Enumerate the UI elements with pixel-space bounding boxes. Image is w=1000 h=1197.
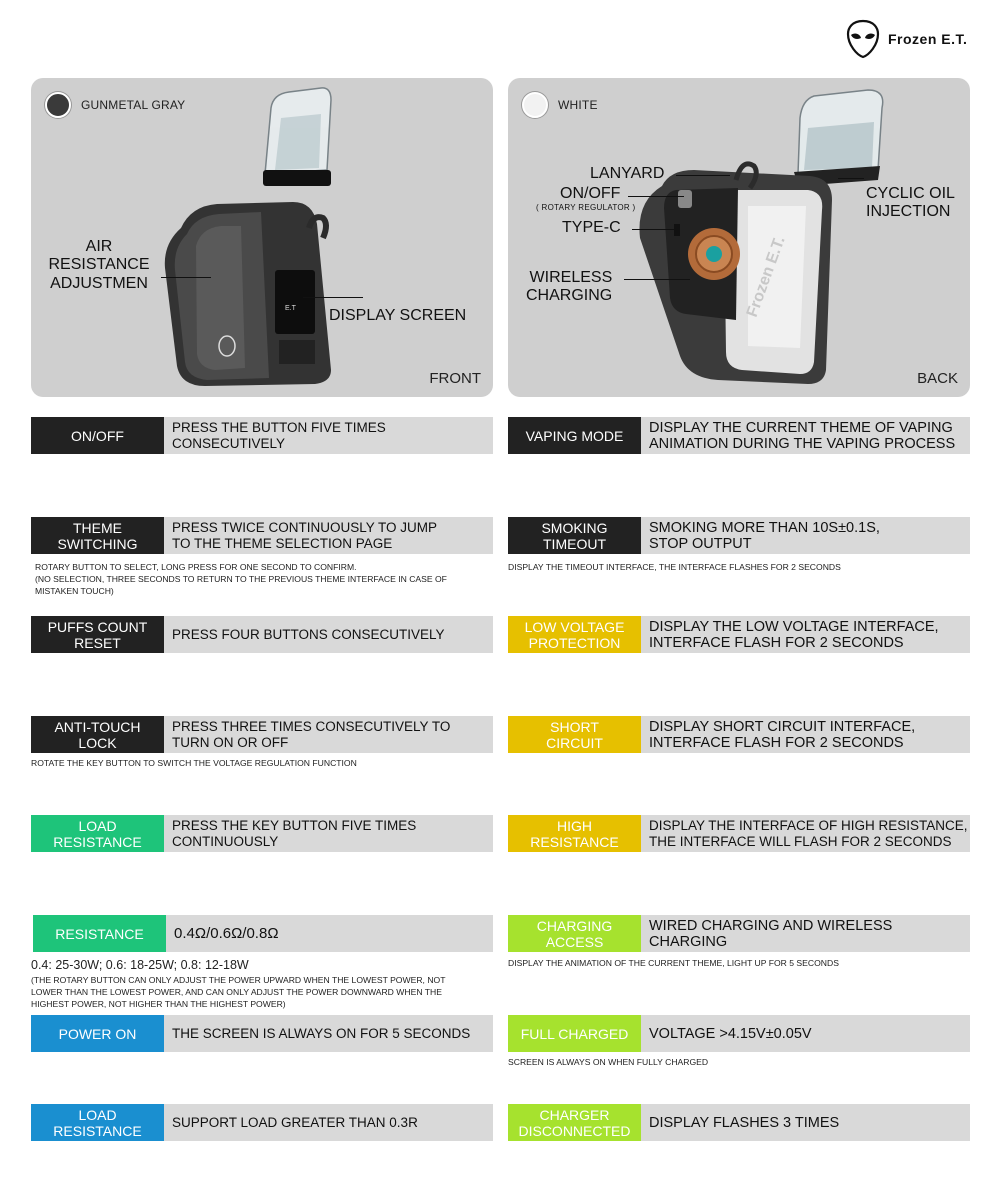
back-view-panel <box>508 78 970 397</box>
feature-tag: LOAD RESISTANCE <box>31 815 164 852</box>
feature-tag: LOW VOLTAGE PROTECTION <box>508 616 641 653</box>
power-detail-note: (THE ROTARY BUTTON CAN ONLY ADJUST THE POWER UPWARD WHEN THE LOWEST POWER, NOT LOWER THAN THE LOWEST POWER, AND CAN ONLY ADJUST THE POWER DOWNWARD WHEN THE HIGHEST POWER, NOT HIGHER THAN THE HIGHEST POWER) <box>31 975 446 1009</box>
air-resistance-callout: AIR RESISTANCE ADJUSTMEN <box>48 238 150 292</box>
anti-touch-note: ROTATE THE KEY BUTTON TO SWITCH THE VOLTAGE REGULATION FUNCTION <box>31 758 357 768</box>
cyclic-oil-callout: CYCLIC OIL INJECTION <box>866 185 955 221</box>
display-screen-leader <box>303 297 363 298</box>
feature-desc: VOLTAGE >4.15V±0.05V <box>641 1015 970 1052</box>
feature-tag: VAPING MODE <box>508 417 641 454</box>
svg-text:E.T: E.T <box>285 305 296 312</box>
back-device-illustration <box>508 78 970 397</box>
feature-desc: WIRED CHARGING AND WIRELESS CHARGING <box>641 915 970 952</box>
feature-row-low-voltage <box>508 616 970 653</box>
front-color-name: GUNMETAL GRAY <box>81 98 186 112</box>
full-charged-note: SCREEN IS ALWAYS ON WHEN FULLY CHARGED <box>508 1057 709 1067</box>
brand-logo <box>846 18 976 60</box>
feature-desc: DISPLAY THE LOW VOLTAGE INTERFACE, INTERFACE FLASH FOR 2 SECONDS <box>641 616 970 653</box>
onoff-leader <box>628 196 684 197</box>
feature-desc: THE SCREEN IS ALWAYS ON FOR 5 SECONDS <box>164 1015 493 1052</box>
feature-tag: PUFFS COUNT RESET <box>31 616 164 653</box>
feature-row-resistance <box>33 915 493 952</box>
lanyard-leader <box>676 175 730 176</box>
wireless-charging-callout: WIRELESS CHARGING <box>526 269 613 305</box>
feature-tag: FULL CHARGED <box>508 1015 641 1052</box>
feature-desc: PRESS THE KEY BUTTON FIVE TIMES CONTINUOUSLY <box>164 815 493 852</box>
feature-desc: PRESS THE BUTTON FIVE TIMES CONSECUTIVELY <box>164 417 493 454</box>
feature-desc: SMOKING MORE THAN 10S±0.1S, STOP OUTPUT <box>641 517 970 554</box>
air-resistance-leader <box>161 277 211 278</box>
feature-desc: PRESS FOUR BUTTONS CONSECUTIVELY <box>164 616 493 653</box>
rotary-regulator-callout: ( ROTARY REGULATOR ) <box>536 203 636 212</box>
feature-desc: PRESS THREE TIMES CONSECUTIVELY TO TURN ON OR OFF <box>164 716 493 753</box>
feature-row-charging-access <box>508 915 970 952</box>
feature-row-anti-touch <box>31 716 493 753</box>
feature-row-charger-disconnected <box>508 1104 970 1141</box>
cyclic-leader <box>838 178 864 179</box>
typec-callout: TYPE-C <box>562 219 621 236</box>
feature-tag: ON/OFF <box>31 417 164 454</box>
feature-desc: DISPLAY FLASHES 3 TIMES <box>641 1104 970 1141</box>
theme-note: ROTARY BUTTON TO SELECT, LONG PRESS FOR ONE SECOND TO CONFIRM. (NO SELECTION, THREE SECONDS TO RETURN TO THE PREVIOUS THEME INTERFACE IN CASE OF MISTAKEN TOUCH) <box>35 562 447 596</box>
feature-desc: DISPLAY SHORT CIRCUIT INTERFACE, INTERFACE FLASH FOR 2 SECONDS <box>641 716 970 753</box>
feature-row-smoking-timeout <box>508 517 970 554</box>
alien-head-icon <box>846 19 880 59</box>
power-range-note: 0.4: 25-30W; 0.6: 18-25W; 0.8: 12-18W <box>31 958 249 972</box>
back-view-label: BACK <box>917 370 958 387</box>
front-view-panel <box>31 78 493 397</box>
feature-tag: HIGH RESISTANCE <box>508 815 641 852</box>
feature-row-full-charged <box>508 1015 970 1052</box>
timeout-note: DISPLAY THE TIMEOUT INTERFACE, THE INTERFACE FLASHES FOR 2 SECONDS <box>508 562 841 572</box>
feature-row-load-support <box>31 1104 493 1141</box>
feature-desc: 0.4Ω/0.6Ω/0.8Ω <box>166 915 493 952</box>
wireless-leader <box>624 279 690 280</box>
brand-name: Frozen E.T. <box>888 31 968 47</box>
typec-leader <box>632 229 678 230</box>
back-color-name: WHITE <box>558 98 598 112</box>
feature-desc: DISPLAY THE INTERFACE OF HIGH RESISTANCE, THE INTERFACE WILL FLASH FOR 2 SECONDS <box>641 815 970 852</box>
feature-row-high-resistance <box>508 815 970 852</box>
feature-row-puffs-reset <box>31 616 493 653</box>
feature-tag: THEME SWITCHING <box>31 517 164 554</box>
lanyard-callout: LANYARD <box>590 165 665 182</box>
feature-row-power-on <box>31 1015 493 1052</box>
feature-row-load-resistance <box>31 815 493 852</box>
feature-tag: ANTI-TOUCH LOCK <box>31 716 164 753</box>
front-view-label: FRONT <box>429 370 481 387</box>
feature-row-theme-switching <box>31 517 493 554</box>
feature-desc: PRESS TWICE CONTINUOUSLY TO JUMP TO THE THEME SELECTION PAGE <box>164 517 493 554</box>
feature-row-onoff <box>31 417 493 454</box>
charging-note: DISPLAY THE ANIMATION OF THE CURRENT THEME, LIGHT UP FOR 5 SECONDS <box>508 958 839 968</box>
feature-tag: CHARGER DISCONNECTED <box>508 1104 641 1141</box>
feature-row-vaping-mode <box>508 417 970 454</box>
feature-desc: SUPPORT LOAD GREATER THAN 0.3R <box>164 1104 493 1141</box>
onoff-callout: ON/OFF <box>560 185 621 202</box>
feature-tag: LOAD RESISTANCE <box>31 1104 164 1141</box>
svg-text:Frozen E.T.: Frozen E.T. <box>743 234 789 320</box>
feature-desc: DISPLAY THE CURRENT THEME OF VAPING ANIMATION DURING THE VAPING PROCESS <box>641 417 970 454</box>
feature-tag: CHARGING ACCESS <box>508 915 641 952</box>
feature-tag: RESISTANCE <box>33 915 166 952</box>
display-screen-callout: DISPLAY SCREEN <box>329 307 467 324</box>
feature-tag: POWER ON <box>31 1015 164 1052</box>
feature-row-short-circuit <box>508 716 970 753</box>
feature-tag: SMOKING TIMEOUT <box>508 517 641 554</box>
feature-tag: SHORT CIRCUIT <box>508 716 641 753</box>
